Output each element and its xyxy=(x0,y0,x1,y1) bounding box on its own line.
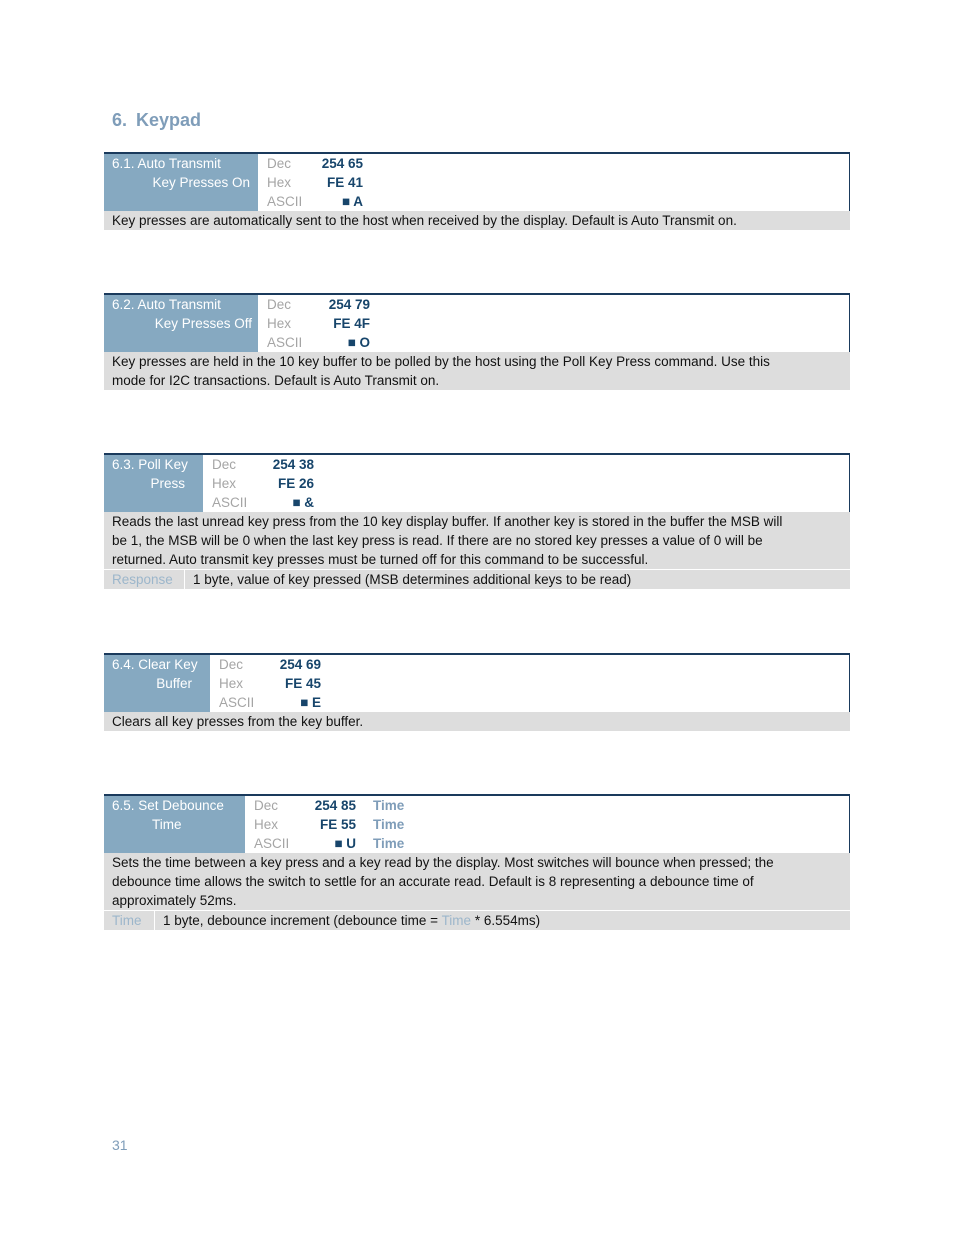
ascii-value: ■ O xyxy=(347,335,370,350)
command-block-6-5 xyxy=(104,794,850,930)
hex-value: FE 26 xyxy=(277,476,314,491)
response-row xyxy=(104,569,850,589)
command-block-6-1 xyxy=(104,152,850,231)
command-block-6-2 xyxy=(104,293,850,391)
parameter-row xyxy=(104,910,850,930)
dec-value: 254 65 xyxy=(321,156,363,171)
command-codes: Dec 254 69 Hex FE 45 ASCII ■ E xyxy=(219,657,321,710)
command-codes: Dec 254 79 Hex FE 4F ASCII ■ O xyxy=(267,297,370,350)
command-codes: Dec 254 38 Hex FE 26 ASCII ■ & xyxy=(212,457,314,510)
command-description: Key presses are held in the 10 key buffer to be polled by the host using the Poll Key Press command. Use this mode for I2C transactions. Default is Auto Transmit on. xyxy=(104,352,850,391)
dec-value: 254 69 xyxy=(279,657,321,672)
command-title: 6.1. Auto Transmit Key Presses On xyxy=(104,154,258,211)
dec-value: 254 38 xyxy=(272,457,314,472)
hex-value: FE 55 xyxy=(319,817,356,832)
ascii-value: ■ & xyxy=(292,495,314,510)
ascii-value: ■ E xyxy=(300,695,321,710)
command-title: 6.5. Set Debounce Time xyxy=(104,796,245,853)
command-description: Key presses are automatically sent to the host when received by the display. Default is Auto Transmit on. xyxy=(104,211,850,231)
parameter-description: 1 byte, debounce increment (debounce time = Time * 6.554ms) xyxy=(163,913,541,928)
dec-value: 254 85 xyxy=(314,798,356,813)
command-block-6-3 xyxy=(104,453,850,589)
response-value: 1 byte, value of key pressed (MSB determines additional keys to be read) xyxy=(193,572,632,587)
command-codes: Dec 254 85 Time Hex FE 55 Time ASCII ■ U Time xyxy=(254,798,405,851)
command-title: 6.3. Poll Key Press xyxy=(104,455,203,512)
command-description: Clears all key presses from the key buffer. xyxy=(104,712,850,732)
response-label: Response xyxy=(104,570,185,589)
dec-value: 254 79 xyxy=(328,297,370,312)
command-description: Sets the time between a key press and a key read by the display. Most switches will bounce when pressed; the debounce time allows the switch to settle for an accurate read. Default is 8 representing a debounce time of approximately 52ms. xyxy=(104,853,850,910)
parameter-name: Time xyxy=(373,817,405,832)
command-title: 6.2. Auto Transmit Key Presses Off xyxy=(104,295,258,352)
hex-value: FE 45 xyxy=(284,676,321,691)
parameter-label: Time xyxy=(104,911,155,930)
section-title: Keypad xyxy=(136,110,202,130)
hex-value: FE 4F xyxy=(333,316,370,331)
section-heading xyxy=(112,110,210,131)
command-title: 6.4. Clear Key Buffer xyxy=(104,655,210,712)
command-block-6-4 xyxy=(104,653,850,732)
command-description: Reads the last unread key press from the 10 key display buffer. If another key is stored in the buffer the MSB will be 1, the MSB will be 0 when the last key press is read. If there are no stored key presses a value of 0 will be returned. Auto transmit key presses must be turned off for this command to be successful. xyxy=(104,512,850,569)
parameter-name: Time xyxy=(373,836,405,851)
hex-value: FE 41 xyxy=(326,175,363,190)
section-number: 6. xyxy=(112,110,128,130)
command-codes: Dec 254 65 Hex FE 41 ASCII ■ A xyxy=(267,156,363,209)
ascii-value: ■ A xyxy=(341,194,363,209)
ascii-value: ■ U xyxy=(334,836,356,851)
page-number: 31 xyxy=(112,1137,128,1153)
parameter-name: Time xyxy=(373,798,405,813)
